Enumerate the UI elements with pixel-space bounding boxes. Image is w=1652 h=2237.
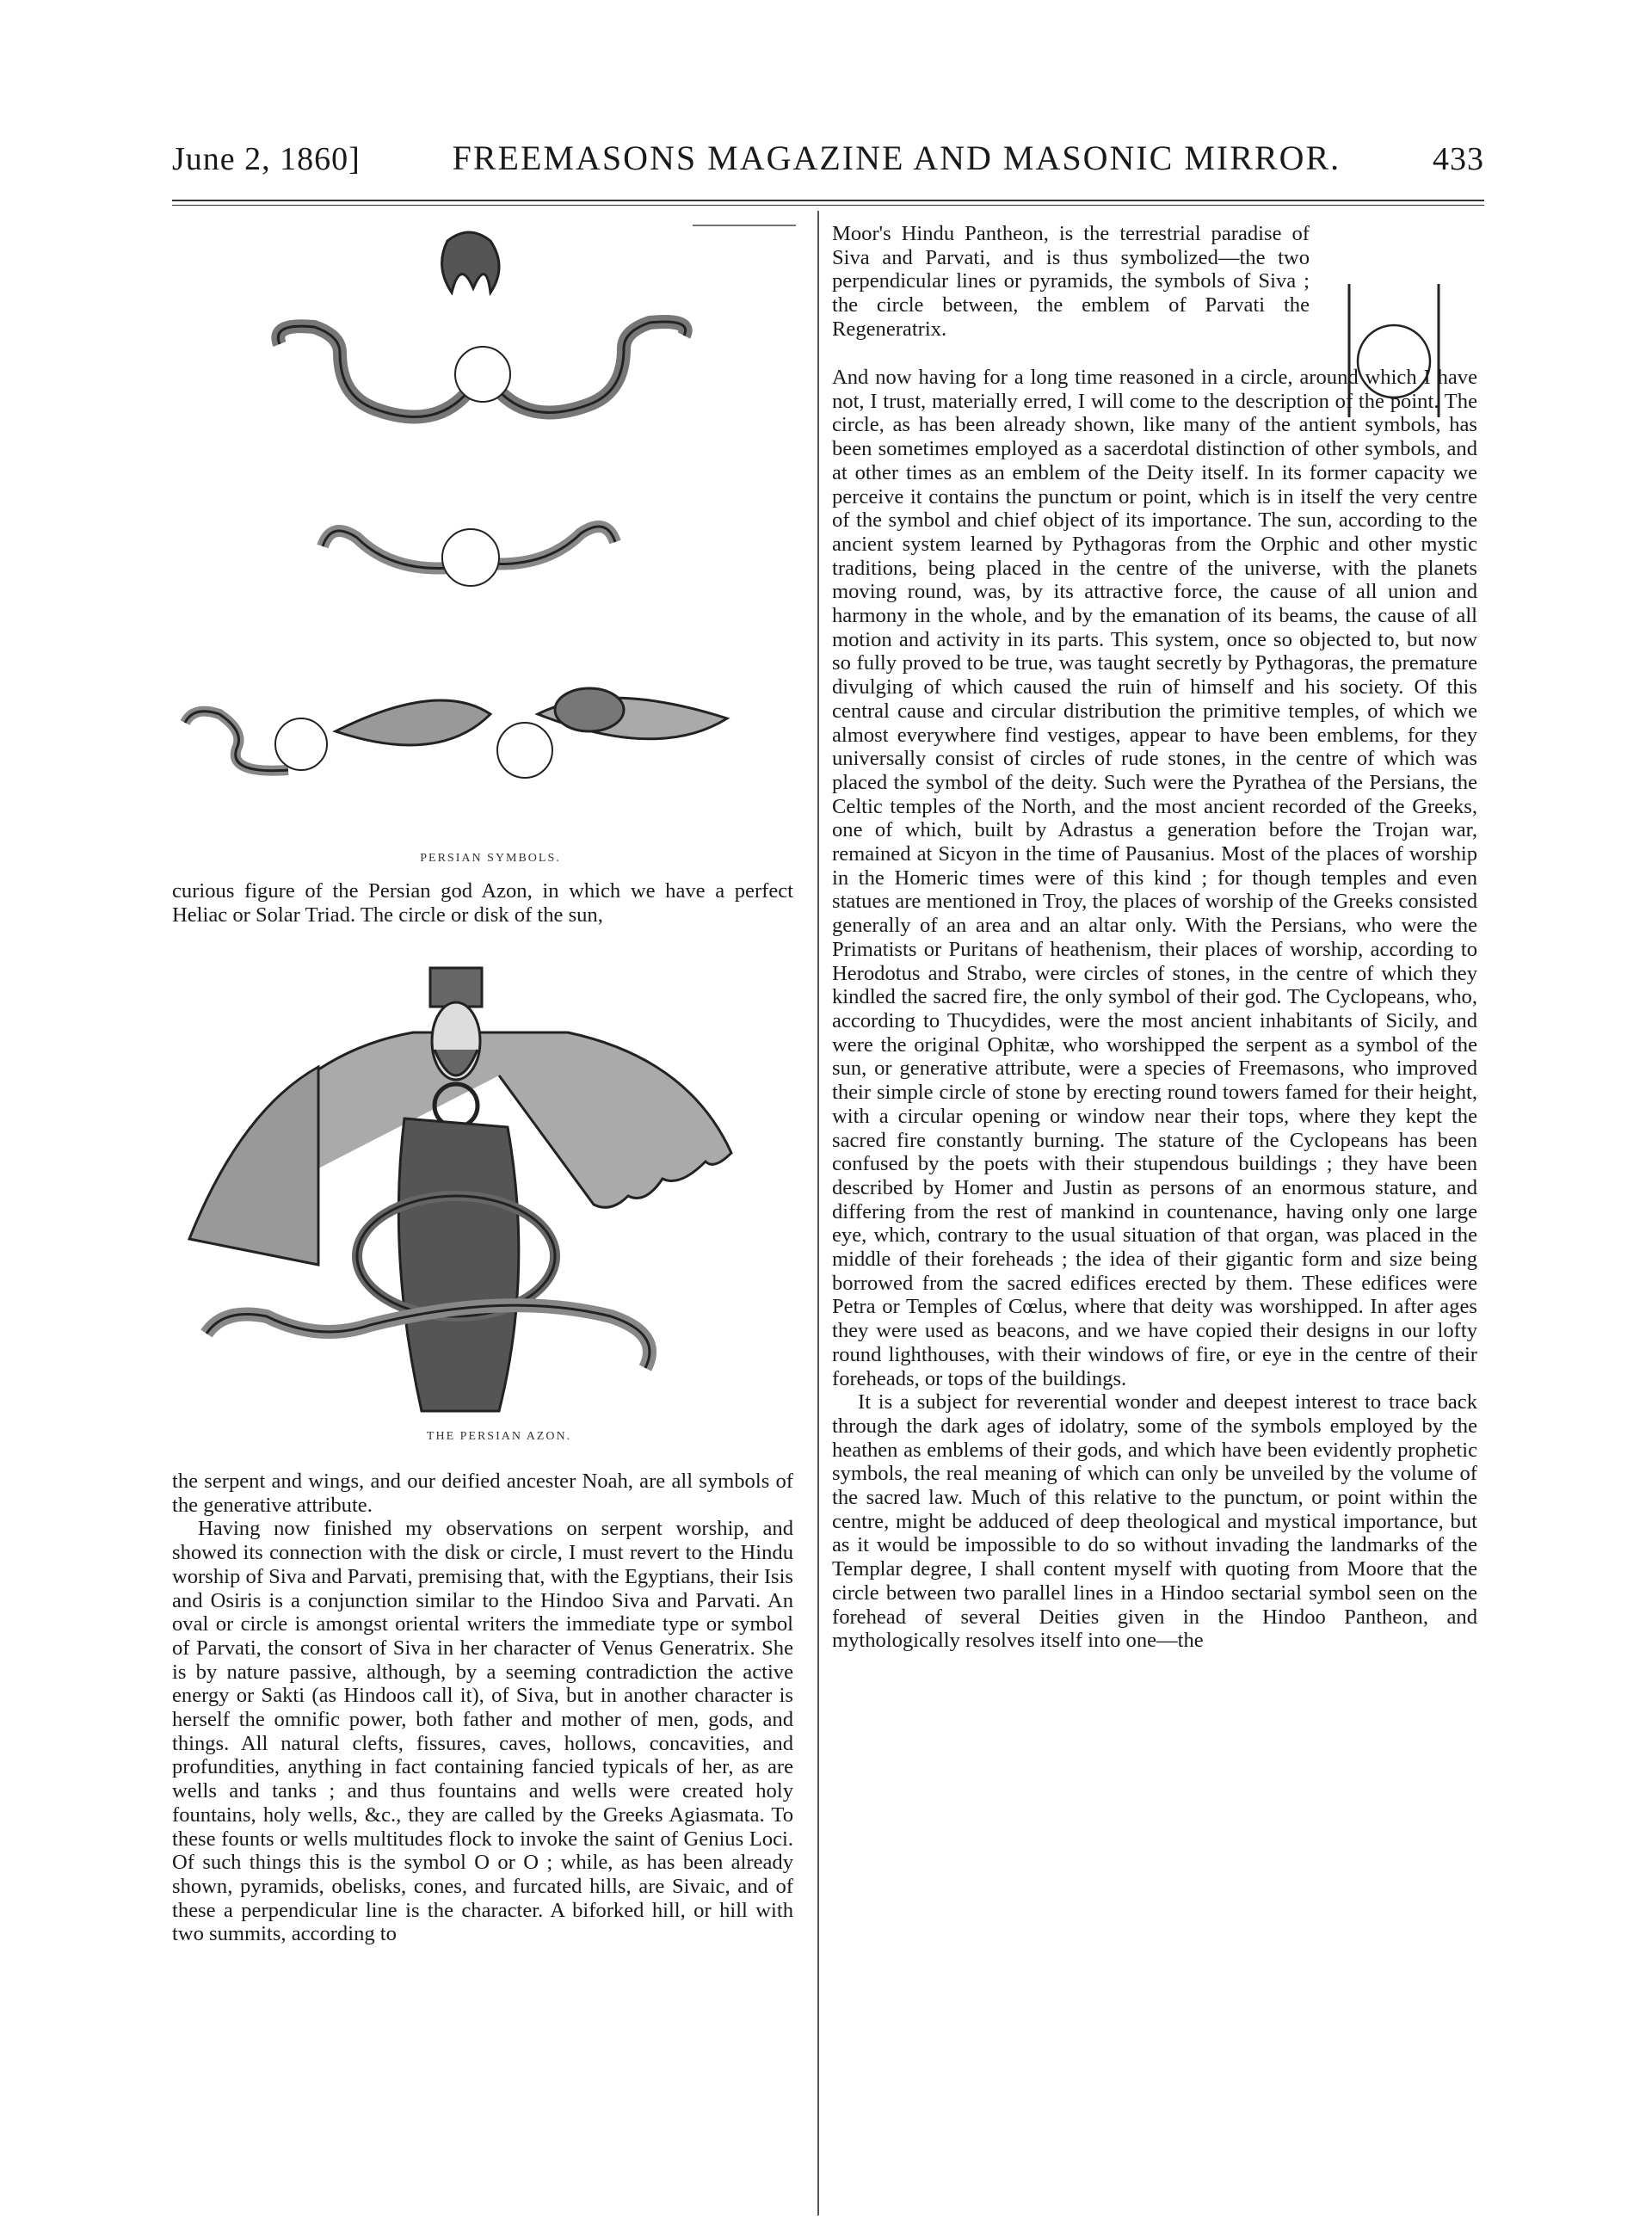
persian-azon-illustration: [172, 955, 792, 1420]
persian-symbols-illustration: [168, 215, 796, 847]
right-column-body: [832, 366, 1477, 1653]
page-number: 433: [1433, 141, 1484, 177]
persian-symbols-caption: PERSIAN SYMBOLS.: [420, 852, 561, 865]
running-header: [172, 138, 1484, 193]
paragraph: Having now finished my observations on serpent worship, and showed its connection with the disk or circle, I must revert to the Hindu worship of Siva and Parvati, premising that, with the Egyptians, their Isis and Osiris is a conjunction similar to the Hindoo Siva and Parvati. An oval or circle is amongst oriental writers the immediate type or symbol of Parvati, the consort of Siva in her character of Venus Generatrix. She is by nature passive, although, by a seeming contradiction the active energy or Sakti (as Hindoos call it), of Siva, but in another character is herself the omnific power, both father and mother of men, gods, and things. All natural clefts, fissures, caves, hollows, concavities, and profundities, anything in fact containing fancied typicals of her, as are wells and tanks ; and thus fountains and wells were created holy fountains, holy wells, &c., they are called by the Greeks Agiasmata. To these founts or wells multitudes flock to invoke the saint of Genius Loci. Of such things this is the symbol O or O ; while, as has been already shown, pyramids, obelisks, cones, and furcated hills, are Sivaic, and of these a perpendicular line is the character. A biforked hill, or hill with two summits, according to: [172, 1517, 793, 1946]
paragraph: Moor's Hindu Pantheon, is the terrestrial paradise of Siva and Parvati, and is thus symbolized—the two perpendicular lines or pyramids, the symbols of Siva ; the circle between, the emblem of Parvati the Regeneratrix.: [832, 222, 1310, 341]
paragraph: the serpent and wings, and our deified ancester Noah, are all symbols of the generative attribute.: [172, 1470, 793, 1517]
magazine-title: FREEMASONS MAGAZINE AND MASONIC MIRROR.: [452, 139, 1341, 177]
winged-serpent-disk: [185, 688, 727, 778]
issue-date: June 2, 1860]: [172, 141, 361, 177]
persian-azon-caption: THE PERSIAN AZON.: [426, 1430, 572, 1443]
serpent-pair-with-disk: [323, 527, 615, 586]
column-divider: [817, 211, 819, 2215]
azon-figure: [189, 968, 731, 1411]
header-rule-thin: [172, 205, 1484, 206]
paragraph: curious figure of the Persian god Azon, in which we have a perfect Heliac or Solar Triad. The circle or disk of the sun,: [172, 879, 793, 927]
left-column-top: [172, 879, 793, 927]
paragraph: And now having for a long time reasoned in a circle, around which I have not, I trust, materially erred, I will come to the description of the point. The circle, as has been already shown, like many of the antient symbols, has been sometimes employed as a sacerdotal distinction of other symbols, and at other times as an emblem of the Deity itself. In its former capacity we perceive it contains the punctum or point, which is in itself the very centre of the symbol and chief object of its importance. The sun, according to the ancient system learned by Pythagoras from the Orphic and other mystic traditions, being placed in the centre of the universe, with the planets moving round, was, by its attractive force, the cause of all union and harmony in the whole, and by the emanation of its beams, the cause of all motion and activity in its parts. This system, once so objected to, but now so fully proved to be true, was taught secretly by Pythagoras, the premature divulging of which caused the ruin of himself and his society. Of this central cause and circular distribution the primitive temples, of which we almost everywhere find vestiges, appear to have been emblems, for they universally consist of circles of rude stones, in the centre of which was placed the symbol of the deity. Such were the Pyrathea of the Persians, the Celtic temples of the North, and the most ancient recorded of the Greeks, one of which, built by Adrastus a generation before the Trojan war, remained at Sicyon in the time of Pausanius. Most of the places of worship in the Homeric times were of this kind ; for though temples and even statues are mentioned in Troy, the places of worship of the Greeks consisted generally of an area and an altar only. With the Persians, who were the Primatists or Puritans of heathenism, their places of worship, according to Herodotus and Strabo, were circles of stones, in the centre of which they kindled the sacred fire, the only symbol of their god. The Cyclopeans, who, according to Thucydides, were the most ancient inhabitants of Sicily, and were the original Ophitæ, who worshipped the serpent as a symbol of the sun, or generative attribute, were a species of Freemasons, who improved their simple circle of stone by erecting round towers famed for their height, with a circular opening or window near their tops, where they kept the sacred fire constantly burning. The stature of the Cyclopeans has been confused by the poets with their stupendous buildings ; they have been described by Homer and Justin as persons of an enormous stature, and differing from the rest of mankind in countenance, having only one large eye, which, contrary to the usual situation of that organ, was placed in the middle of their foreheads ; the idea of their gigantic form and size being borrowed from the sacred edifices erected by them. These edifices were Petra or Temples of Cœlus, where that deity was worshipped. In after ages they were used as beacons, and we have copied their designs in our lofty round lighthouses, with their windows of fire, or eye in the centre of their foreheads, or tops of the buildings.: [832, 366, 1477, 1390]
paragraph: It is a subject for reverential wonder and deepest interest to trace back through the dark ages of idolatry, some of the symbols employed by the heathen as emblems of their gods, and which have been evidently prophetic symbols, the real meaning of which can only be unveiled by the volume of the sacred law. Much of this relative to the punctum, or point within the centre, might be adduced of deep theological and mystical importance, but as it would be impossible to do so without invading the landmarks of the Templar degree, I shall content myself with quoting from Moore that the circle between two parallel lines in a Hindoo sectarial symbol seen on the forehead of several Deities given in the Hindoo Pantheon, and mythologically resolves itself into one—the: [832, 1390, 1477, 1653]
serpent-pair-with-plume: [278, 232, 685, 416]
header-rule: [172, 200, 1484, 201]
left-column-bottom: [172, 1470, 793, 1946]
